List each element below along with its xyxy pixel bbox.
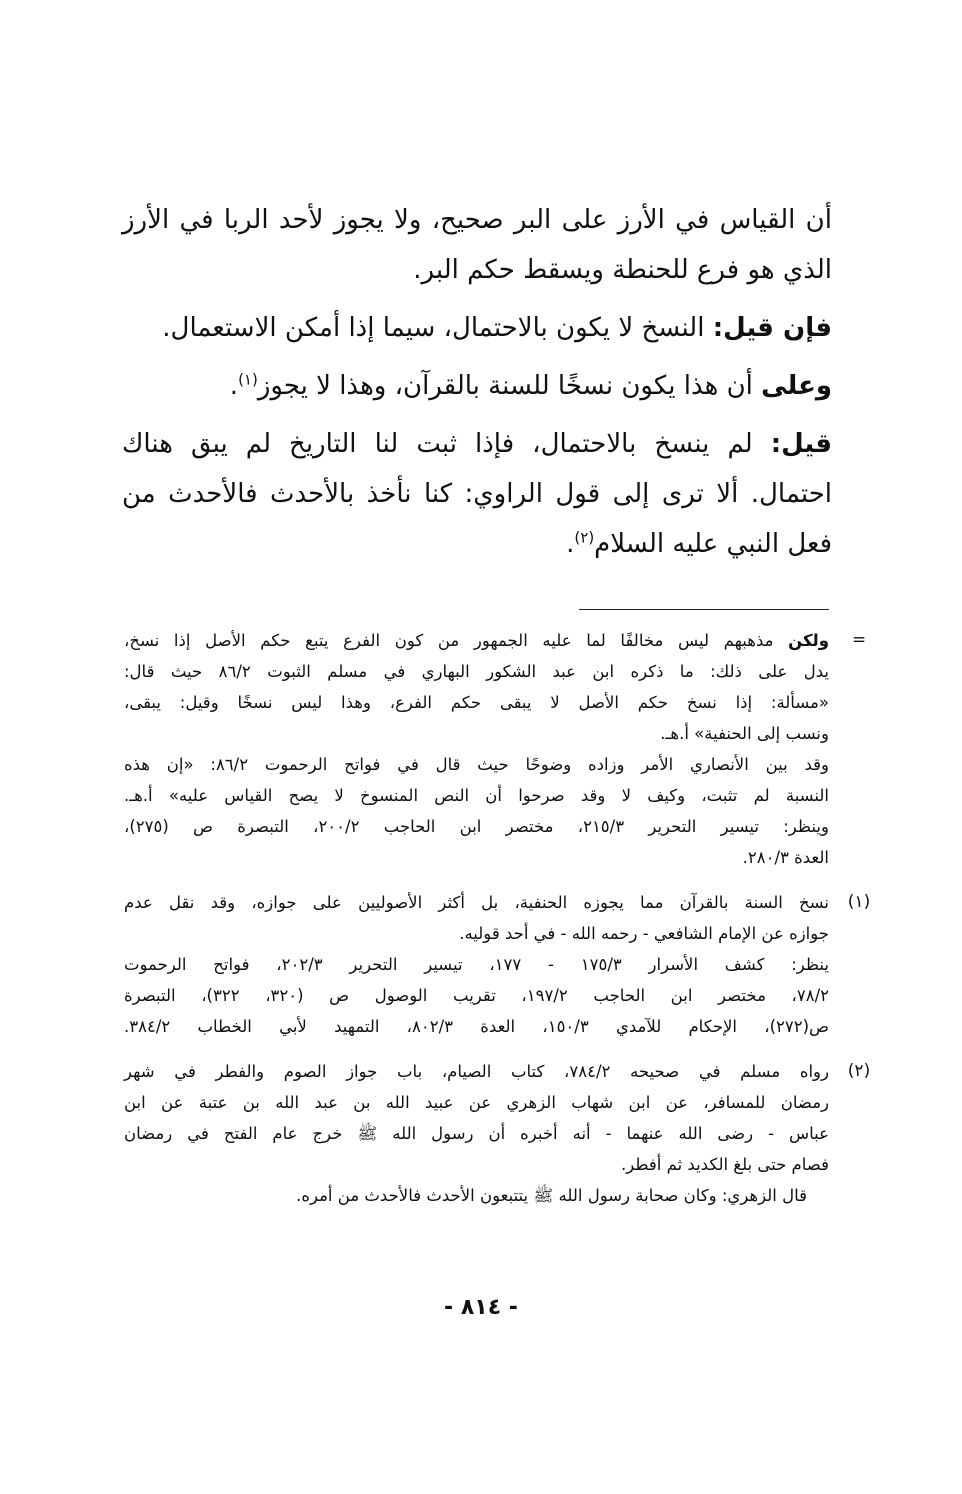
- main-line: الذي هو فرع للحنطة ويسقط حكم البر.: [413, 255, 832, 285]
- footnote-line: وينظر: تيسير التحرير ٢١٥/٣، مختصر ابن الحاجب ٢٠٠/٢، التبصرة ص (٢٧٥)،: [124, 817, 829, 836]
- footnotes: [124, 625, 871, 1211]
- footnote-line: قال الزهري: وكان صحابة رسول الله ﷺ يتتبعون الأحدث فالأحدث من أمره.: [296, 1186, 807, 1205]
- main-text: [122, 195, 832, 569]
- footnote-separator: [579, 609, 829, 610]
- lead-word: ولكن: [788, 631, 829, 650]
- footnote-marker: (٢): [847, 1061, 871, 1081]
- footnote-marker: (١): [847, 892, 871, 912]
- footnote-1: [124, 887, 871, 1042]
- lead-word: قيل:: [770, 429, 832, 459]
- main-line: أن القياس في الأرز على البر صحيح، ولا يجوز لأحد الربا في الأرز: [122, 205, 832, 235]
- footnote-line: ص(٢٧٢)، الإحكام للآمدي ١٥٠/٣، العدة ٨٠٢/٣، التمهيد لأبي الخطاب ٣٨٤/٢.: [124, 1017, 829, 1036]
- page-number: - ٨١٤ -: [444, 1295, 518, 1320]
- main-paragraph: [122, 303, 832, 353]
- paragraph-text: النسخ لا يكون بالاحتمال، سيما إذا أمكن الاستعمال.: [162, 313, 713, 343]
- footnote-line: نسخ السنة بالقرآن مما يجوزه الحنفية، بل أكثر الأصوليين على جوازه، وقد نقل عدم: [124, 893, 829, 912]
- paragraph-punct: .: [566, 529, 575, 559]
- footnote-line: ينظر: كشف الأسرار ١٧٥/٣ - ١٧٧، تيسير التحرير ٢٠٢/٣، فواتح الرحموت: [124, 955, 829, 974]
- footnote-line: ٧٨/٢، مختصر ابن الحاجب ١٩٧/٢، تقريب الوصول ص (٣٢٠، ٣٢٢)، التبصرة: [124, 986, 829, 1005]
- footnote-ref: (٢): [574, 528, 595, 547]
- paragraph-text: فعل النبي عليه السلام: [594, 529, 832, 559]
- main-paragraph: [122, 419, 832, 469]
- main-line: احتمال. ألا ترى إلى قول الراوي: كنا نأخذ بالأحدث فالأحدث من: [122, 479, 832, 509]
- footnote-marker: =: [851, 630, 867, 650]
- footnote-line: عباس - رضى الله عنهما - أنه أخبره أن رسول الله ﷺ خرج عام الفتح في رمضان: [124, 1124, 829, 1143]
- footnote-2: [124, 1056, 871, 1211]
- footnote-continuation: [124, 625, 867, 873]
- footnote-line: يدل على ذلك: ما ذكره ابن عبد الشكور البهاري في مسلم الثبوت ٨٦/٢ حيث قال:: [124, 662, 829, 681]
- footnote-ref: (١): [238, 370, 258, 389]
- footnote-line: وقد بين الأنصاري الأمر وزاده وضوحًا حيث قال في فواتح الرحموت ٨٦/٢: «إن هذه: [124, 755, 830, 774]
- footnote-line: [124, 625, 829, 656]
- paragraph-punct: .: [229, 371, 239, 401]
- footnote-text: مذهبهم ليس مخالفًا لما عليه الجمهور من كون الفرع يتبع حكم الأصل إذا نسخ،: [124, 631, 789, 650]
- lead-word: فإن قيل:: [712, 313, 832, 343]
- footnote-line: رواه مسلم في صحيحه ٧٨٤/٢، كتاب الصيام، باب جواز الصوم والفطر في شهر: [124, 1062, 829, 1081]
- footnote-line: العدة ٢٨٠/٣.: [742, 848, 829, 867]
- paragraph-text: لم ينسخ بالاحتمال، فإذا ثبت لنا التاريخ لم يبق هناك: [122, 429, 771, 459]
- paragraph-text: أن هذا يكون نسخًا للسنة بالقرآن، وهذا لا يجوز: [257, 371, 762, 401]
- footnote-line: فصام حتى بلغ الكديد ثم أفطر.: [621, 1155, 829, 1174]
- footnote-line: ونسب إلى الحنفية» أ.هـ.: [660, 724, 829, 743]
- footnote-line: النسبة لم تثبت، وكيف لا وقد صرحوا أن النص المنسوخ لا يصح القياس عليه» أ.هـ.: [124, 786, 829, 805]
- footnote-line: جوازه عن الإمام الشافعي - رحمه الله - في أحد قوليه.: [459, 924, 829, 943]
- footnote-line: رمضان للمسافر، عن ابن شهاب الزهري عن عبيد الله بن عبد الله بن عتبة عن ابن: [124, 1093, 829, 1112]
- main-paragraph: [122, 361, 832, 411]
- lead-word: وعلى: [761, 371, 832, 401]
- main-line: [122, 519, 832, 569]
- footnote-line: «مسألة: إذا نسخ حكم الأصل لا يبقى حكم الفرع، وهذا ليس نسخًا وقيل: يبقى،: [124, 693, 829, 712]
